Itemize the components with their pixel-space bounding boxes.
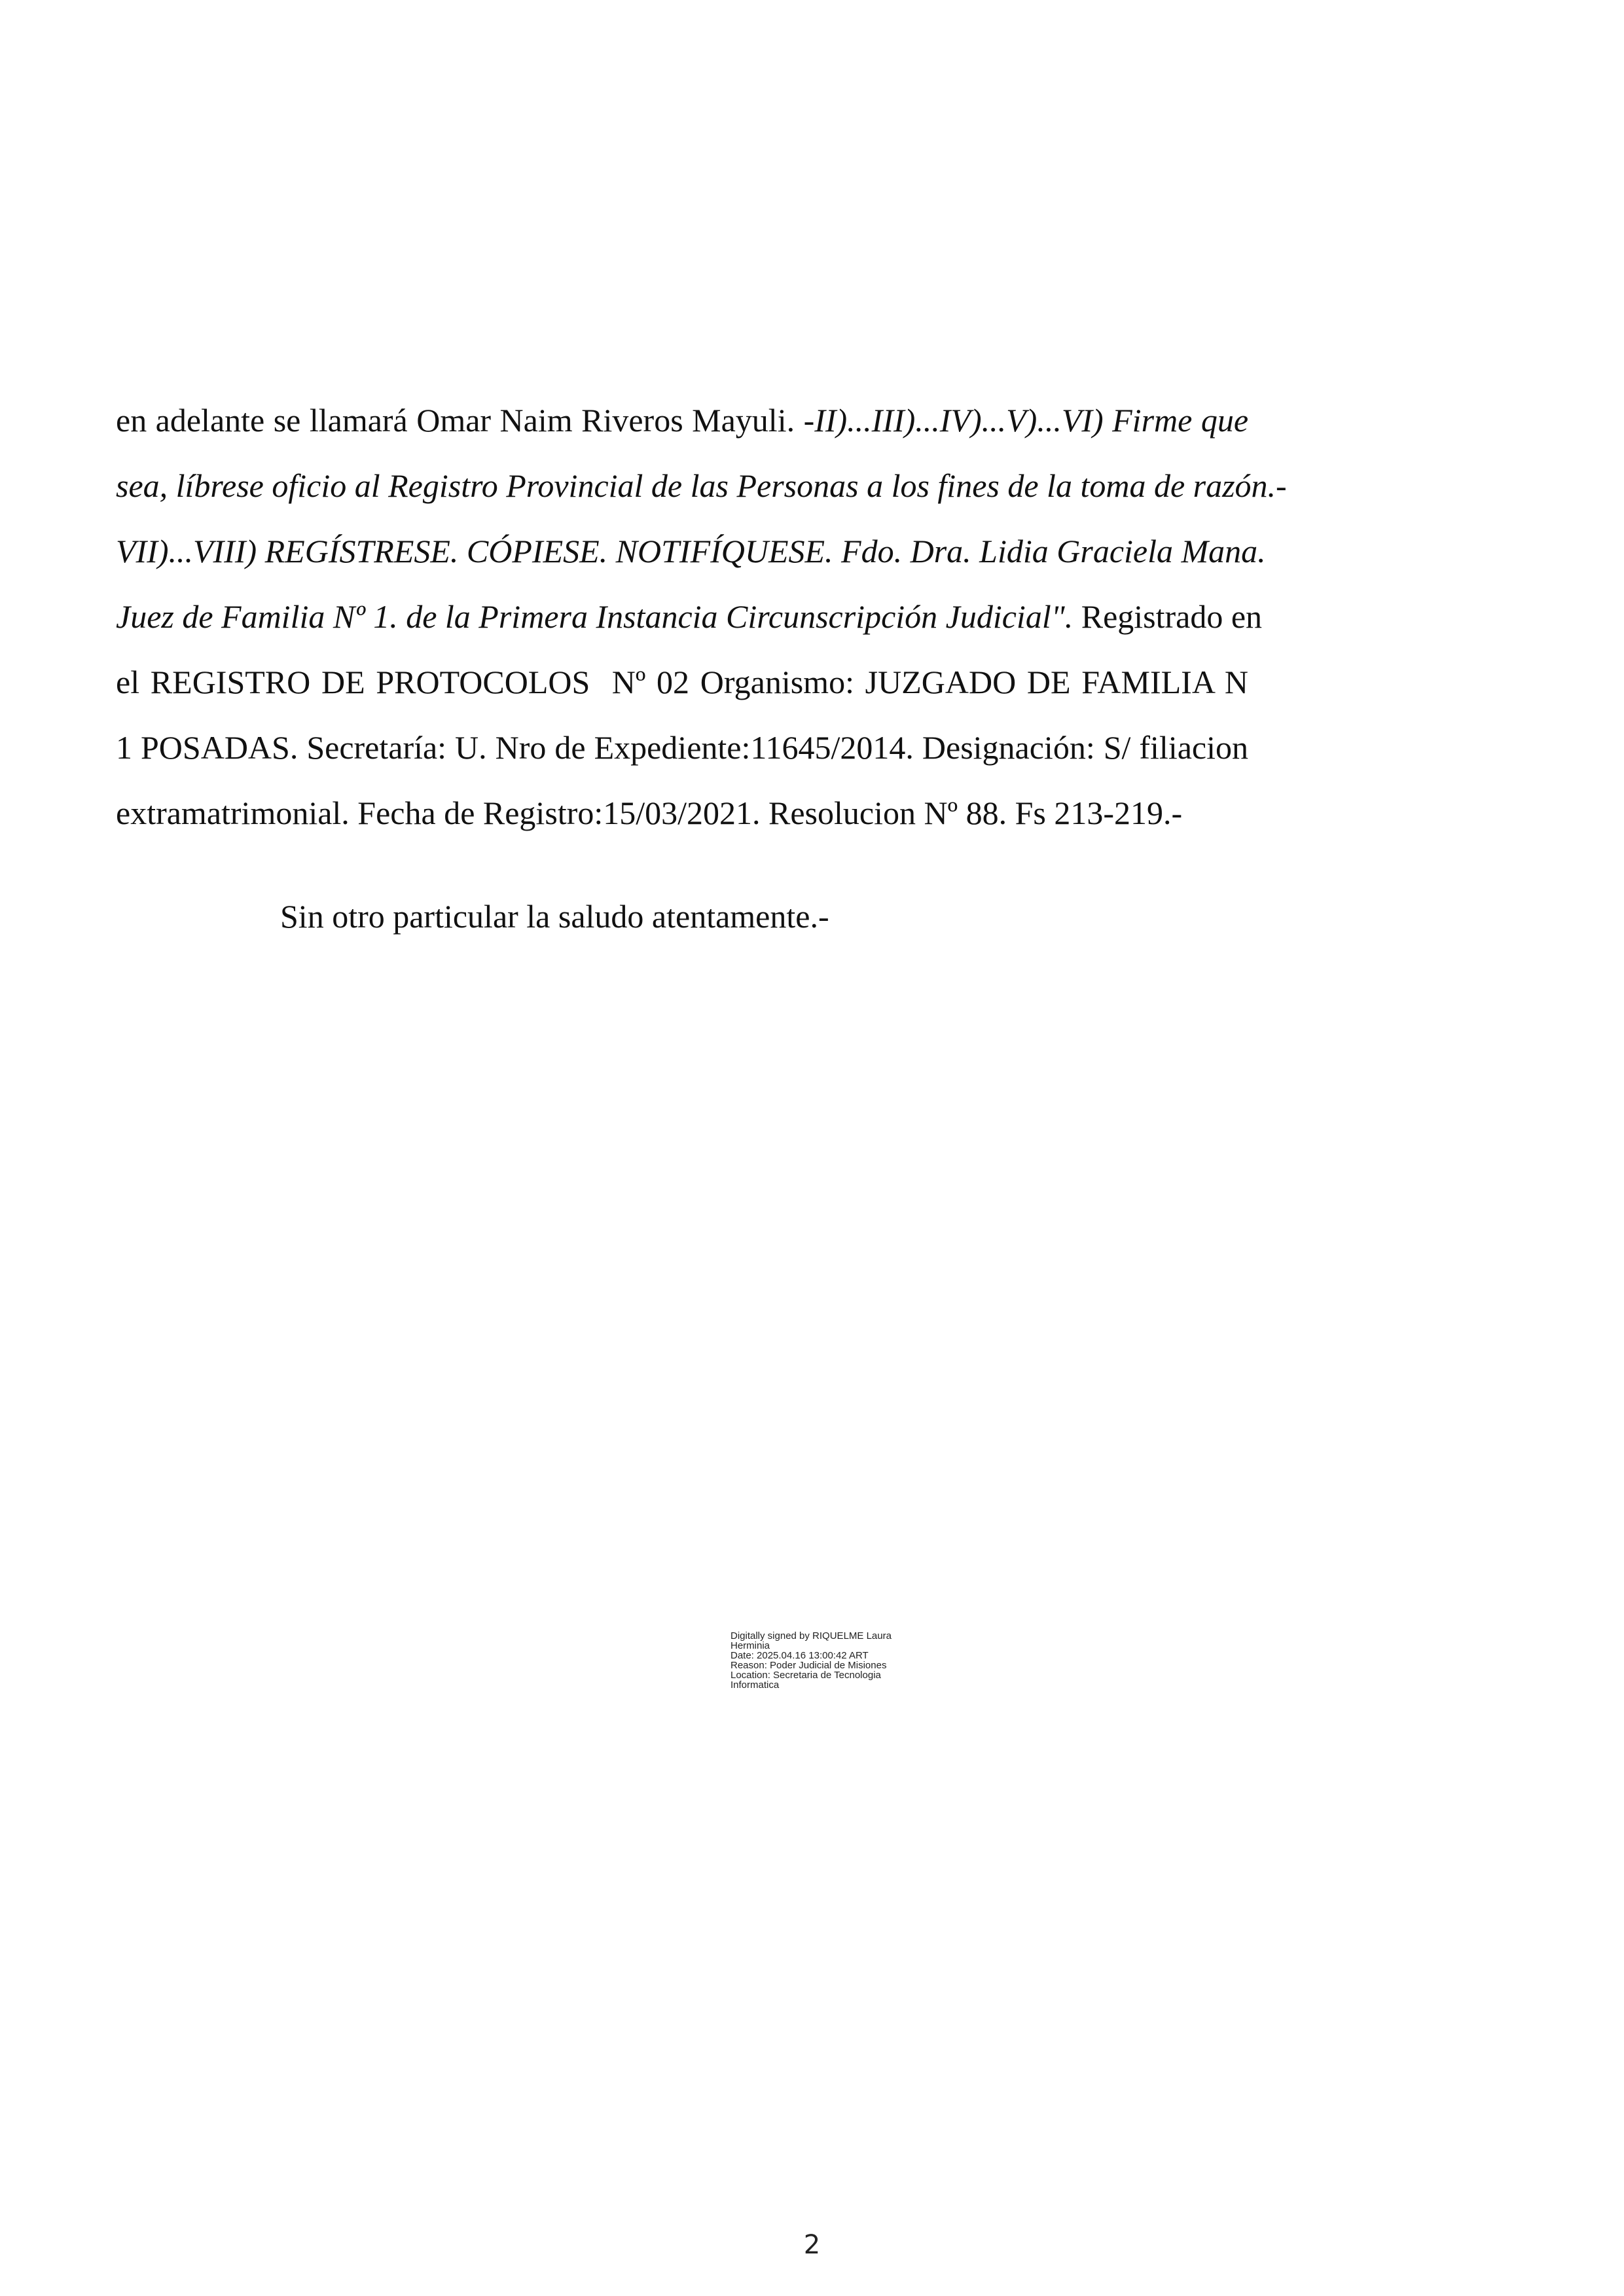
body-line-3-italic: VII)...VIII) REGÍSTRESE. CÓPIESE. NOTIFÍQUESE. Fdo. Dra. Lidia Graciela Mana. xyxy=(116,533,1266,569)
body-line-1 xyxy=(116,401,1248,440)
signature-location-cont: Informatica xyxy=(731,1679,780,1691)
closing-salutation: Sin otro particular la saludo atentamente.- xyxy=(280,898,829,935)
body-line-6 xyxy=(116,728,1248,767)
signature-reason: Reason: Poder Judicial de Misiones xyxy=(731,1660,887,1671)
body-line-4-italic: Juez de Familia Nº 1. de la Primera Instancia Circunscripción Judicial". xyxy=(116,598,1074,635)
body-line-2-italic: sea, líbrese oficio al Registro Provincial de las Personas a los fines de la toma de razón.- xyxy=(116,467,1287,504)
body-line-2 xyxy=(116,466,1287,505)
signature-location: Location: Secretaria de Tecnologia xyxy=(731,1670,881,1681)
body-line-4 xyxy=(116,597,1263,636)
body-line-1-plain: en adelante se llamará Omar Naim Riveros Mayuli. xyxy=(116,402,804,439)
body-line-7-plain: extramatrimonial. Fecha de Registro:15/03/2021. Resolucion Nº 88. Fs 213-219.- xyxy=(116,795,1183,831)
signature-signer-name: Herminia xyxy=(731,1640,770,1651)
body-line-5 xyxy=(116,662,1248,702)
signature-date: Date: 2025.04.16 13:00:42 ART xyxy=(731,1650,869,1661)
body-line-7 xyxy=(116,793,1248,833)
body-line-5-plain: el REGISTRO DE PROTOCOLOS Nº 02 Organismo: JUZGADO DE FAMILIA N xyxy=(116,664,1248,700)
body-line-4-plain: Registrado en xyxy=(1073,598,1263,635)
page-number: 2 xyxy=(803,2230,821,2260)
body-line-3 xyxy=(116,531,1266,571)
body-line-1-italic: -II)...III)...IV)...V)...VI) Firme que xyxy=(803,402,1249,439)
signature-signed-by: Digitally signed by RIQUELME Laura xyxy=(731,1630,892,1641)
digital-signature-block xyxy=(731,1631,940,1690)
body-line-6-plain: 1 POSADAS. Secretaría: U. Nro de Expediente:11645/2014. Designación: S/ filiacion xyxy=(116,729,1248,766)
